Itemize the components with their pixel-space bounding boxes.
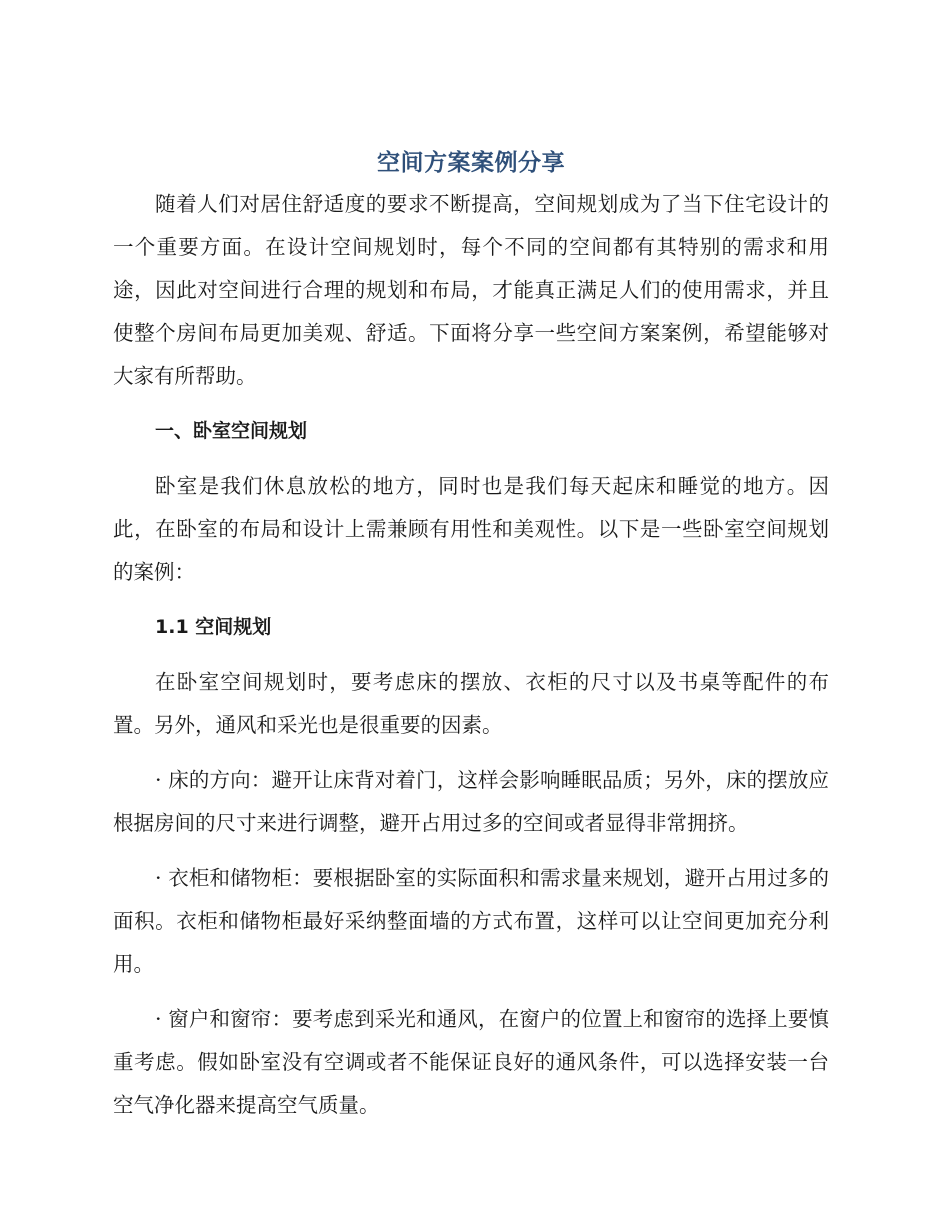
bullet-wardrobe: · 衣柜和储物柜：要根据卧室的实际面积和需求量来规划，避开占用过多的面积。衣柜和储物柜最好采纳整面墙的方式布置，这样可以让空间更加充分利用。 [113, 866, 829, 976]
spacer [113, 594, 829, 606]
section-intro-paragraph: 卧室是我们休息放松的地方，同时也是我们每天起床和睡觉的地方。因此，在卧室的布局和设计上需兼顾有用性和美观性。以下是一些卧室空间规划的案例： [113, 474, 829, 584]
bullet-bed-direction: · 床的方向：避开让床背对着门，这样会影响睡眠品质；另外，床的摆放应根据房间的尺寸来进行调整，避开占用过多的空间或者显得非常拥挤。 [113, 768, 829, 835]
intro-paragraph: 随着人们对居住舒适度的要求不断提高，空间规划成为了当下住宅设计的一个重要方面。在设计空间规划时，每个不同的空间都有其特别的需求和用途，因此对空间进行合理的规划和布局，才能真正满足人们的使用需求，并且使整个房间布局更加美观、舒适。下面将分享一些空间方案案例，希望能够对大家有所帮助。 [113, 192, 829, 388]
spacer [113, 649, 829, 661]
section-heading-bedroom: 一、卧室空间规划 [155, 420, 308, 442]
spacer [113, 398, 829, 410]
spacer [113, 845, 829, 857]
document-title: 空间方案案例分享 [377, 150, 565, 176]
bullet-windows: · 窗户和窗帘：要考虑到采光和通风，在窗户的位置上和窗帘的选择上要慎重考虑。假如卧室没有空调或者不能保证良好的通风条件，可以选择安装一台空气净化器来提高空气质量。 [113, 1007, 829, 1117]
spacer [113, 986, 829, 998]
spacer [113, 747, 829, 759]
subsection-intro-paragraph: 在卧室空间规划时，要考虑床的摆放、衣柜的尺寸以及书桌等配件的布置。另外，通风和采光也是很重要的因素。 [113, 670, 829, 737]
document-page [113, 143, 829, 1127]
subsection-heading-space-planning: 1.1 空间规划 [155, 616, 272, 638]
spacer [113, 453, 829, 465]
